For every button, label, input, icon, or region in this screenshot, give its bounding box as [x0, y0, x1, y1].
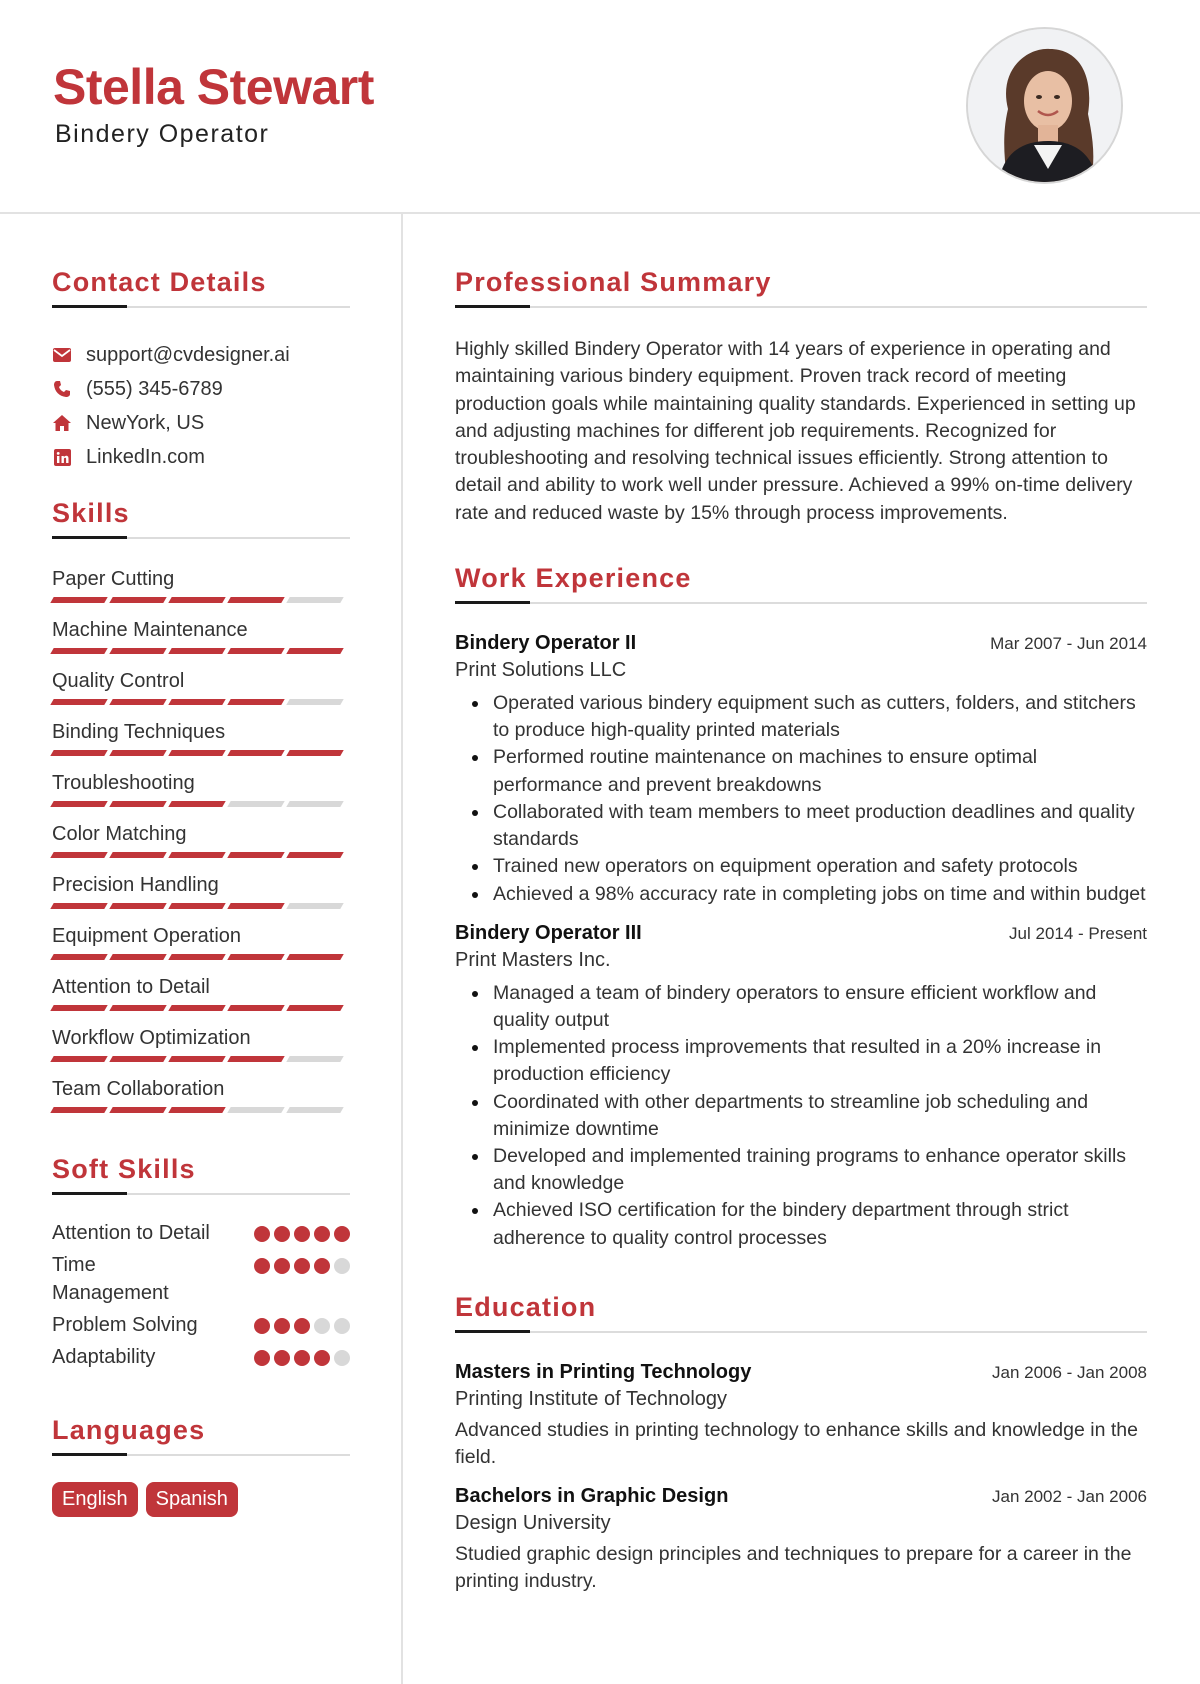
- skill-item: [52, 718, 350, 757]
- rating-dot: [314, 1318, 330, 1334]
- rating-dot: [254, 1226, 270, 1242]
- contact-email-text: support@cvdesigner.ai: [86, 343, 290, 366]
- candidate-role: Bindery Operator: [55, 120, 270, 148]
- skill-level-segment: [109, 801, 166, 807]
- skill-level-bar: [52, 648, 350, 655]
- skill-level-segment: [109, 903, 166, 909]
- school-name: Printing Institute of Technology: [455, 1387, 728, 1410]
- rating-dot: [294, 1350, 310, 1366]
- skill-level-segment: [286, 1107, 343, 1113]
- skill-level-segment: [227, 1107, 284, 1113]
- contact-linkedin[interactable]: [52, 440, 350, 474]
- skill-level-bar: [52, 801, 350, 808]
- job-date: Jul 2014 - Present: [1009, 923, 1147, 943]
- languages-section-title: Languages: [52, 1415, 206, 1445]
- rating-dot: [314, 1258, 330, 1274]
- skill-level-segment: [286, 1005, 343, 1011]
- skill-level-segment: [168, 954, 225, 960]
- soft-skill-rating: [254, 1258, 350, 1274]
- skill-name: Team Collaboration: [52, 1078, 225, 1100]
- job-bullet: Performed routine maintenance on machines to ensure optimal performance and prevent breakdowns: [455, 744, 1147, 798]
- skill-level-bar: [52, 852, 350, 859]
- skill-level-segment: [286, 597, 343, 603]
- skill-name: Paper Cutting: [52, 568, 175, 590]
- skill-item: [52, 1024, 350, 1063]
- rating-dot: [294, 1258, 310, 1274]
- skill-level-segment: [168, 801, 225, 807]
- job-bullet: Developed and implemented training programs to enhance operator skills and knowledge: [455, 1143, 1147, 1197]
- language-tag: Spanish: [146, 1482, 238, 1517]
- skill-name: Attention to Detail: [52, 976, 210, 998]
- phone-icon: [52, 379, 72, 399]
- skill-level-segment: [50, 954, 107, 960]
- skill-level-segment: [50, 699, 107, 705]
- soft-skill-rating: [254, 1350, 350, 1366]
- skill-level-segment: [286, 852, 343, 858]
- skill-level-bar: [52, 699, 350, 706]
- skills-section: [52, 498, 350, 1114]
- rating-dot: [334, 1350, 350, 1366]
- job-bullet: Operated various bindery equipment such as cutters, folders, and stitchers to produce high-quality printed materials: [455, 690, 1147, 744]
- job-bullet: Collaborated with team members to meet production deadlines and quality standards: [455, 799, 1147, 853]
- rating-dot: [334, 1258, 350, 1274]
- job-bullet: Implemented process improvements that resulted in a 20% increase in production efficiency: [455, 1034, 1147, 1088]
- skill-level-segment: [227, 1056, 284, 1062]
- linkedin-icon: [52, 447, 72, 467]
- section-rule: [455, 306, 1147, 308]
- soft-skill-rating: [254, 1318, 350, 1334]
- soft-skill-item: [52, 1219, 350, 1247]
- experience-section-title: Work Experience: [455, 563, 692, 594]
- skill-item: [52, 973, 350, 1012]
- skill-level-segment: [227, 699, 284, 705]
- right-column: [455, 214, 1147, 1596]
- skill-level-segment: [286, 750, 343, 756]
- skill-level-segment: [227, 597, 284, 603]
- skill-name: Machine Maintenance: [52, 619, 248, 641]
- skill-level-segment: [227, 903, 284, 909]
- soft-skill-item: [52, 1311, 350, 1339]
- skill-level-bar: [52, 1107, 350, 1114]
- contact-section-title: Contact Details: [52, 267, 267, 297]
- skill-item: [52, 565, 350, 604]
- skill-level-segment: [286, 954, 343, 960]
- rating-dot: [274, 1318, 290, 1334]
- skill-level-segment: [168, 699, 225, 705]
- education-section: [455, 1292, 1147, 1596]
- skills-list: [52, 565, 350, 1114]
- skill-item: [52, 922, 350, 961]
- skill-level-segment: [168, 903, 225, 909]
- resume-header: [0, 0, 1200, 214]
- skill-level-segment: [50, 648, 107, 654]
- rating-dot: [254, 1258, 270, 1274]
- skill-name: Equipment Operation: [52, 925, 242, 947]
- summary-section-title: Professional Summary: [455, 267, 772, 297]
- soft-skill-item: [52, 1343, 350, 1371]
- skills-section-title: Skills: [52, 498, 130, 528]
- skill-level-segment: [286, 648, 343, 654]
- skill-level-segment: [168, 750, 225, 756]
- job-bullets: [455, 980, 1147, 1252]
- contact-linkedin-text: LinkedIn.com: [86, 445, 205, 468]
- education-entry: [455, 1361, 1147, 1471]
- skill-level-segment: [286, 699, 343, 705]
- skill-level-segment: [109, 597, 166, 603]
- language-tags: [52, 1482, 350, 1517]
- summary-section: [455, 267, 1147, 527]
- skill-level-segment: [286, 1056, 343, 1062]
- skill-level-segment: [168, 1056, 225, 1062]
- candidate-name: Stella Stewart: [53, 59, 374, 115]
- soft-skill-rating: [254, 1226, 350, 1242]
- skill-level-segment: [227, 1005, 284, 1011]
- section-rule: [52, 537, 350, 539]
- contact-section: [52, 267, 350, 474]
- rating-dot: [274, 1258, 290, 1274]
- skill-level-segment: [286, 903, 343, 909]
- skill-level-segment: [109, 750, 166, 756]
- skill-level-segment: [168, 1107, 225, 1113]
- experience-section: [455, 563, 1147, 1252]
- job-entry: [455, 632, 1147, 908]
- skill-level-segment: [168, 648, 225, 654]
- soft-skill-name: Problem Solving: [52, 1314, 198, 1336]
- skill-level-segment: [227, 852, 284, 858]
- rating-dot: [294, 1226, 310, 1242]
- job-bullet: Coordinated with other departments to streamline job scheduling and minimize downtime: [455, 1089, 1147, 1143]
- contact-location: [52, 406, 350, 440]
- rating-dot: [314, 1226, 330, 1242]
- skill-level-segment: [286, 801, 343, 807]
- contact-phone-text: (555) 345-6789: [86, 377, 223, 400]
- summary-text: Highly skilled Bindery Operator with 14 years of experience in operating and maintaining various bindery equipment. Proven track record of meeting production goals while maintaining quality standards. Experienced in setting up and adjusting machines for different job requirements. Recognized for troubleshooting and resolving technical issues efficiently. Strong attention to detail and ability to work well under pressure. Achieved a 99% on-time delivery rate and reduced waste by 15% through process improvements.: [455, 338, 1136, 524]
- skill-level-segment: [109, 648, 166, 654]
- job-title: Bindery Operator III: [455, 921, 642, 944]
- skill-level-segment: [50, 801, 107, 807]
- section-rule: [52, 1193, 350, 1195]
- degree-title: Masters in Printing Technology: [455, 1360, 752, 1383]
- contact-email[interactable]: [52, 338, 350, 372]
- skill-level-segment: [109, 852, 166, 858]
- education-date: Jan 2006 - Jan 2008: [991, 1362, 1147, 1382]
- profile-photo: [966, 27, 1123, 184]
- section-rule: [52, 306, 350, 308]
- job-company: Print Solutions LLC: [455, 659, 627, 682]
- education-description: Advanced studies in printing technology to enhance skills and knowledge in the field.: [455, 1418, 1138, 1468]
- skill-level-segment: [50, 1005, 107, 1011]
- skill-name: Workflow Optimization: [52, 1027, 251, 1049]
- rating-dot: [314, 1350, 330, 1366]
- skill-level-bar: [52, 954, 350, 961]
- section-rule: [52, 1454, 350, 1456]
- email-icon: [52, 345, 72, 365]
- skill-name: Troubleshooting: [52, 772, 195, 794]
- rating-dot: [274, 1226, 290, 1242]
- contact-location-text: NewYork, US: [86, 411, 205, 434]
- rating-dot: [294, 1318, 310, 1334]
- job-bullet: Achieved ISO certification for the bindery department through strict adherence to quality control processes: [455, 1197, 1147, 1251]
- skill-level-segment: [50, 597, 107, 603]
- languages-section: [52, 1415, 350, 1517]
- education-description: Studied graphic design principles and techniques to prepare for a career in the printing industry.: [455, 1543, 1132, 1593]
- job-bullet: Trained new operators on equipment operation and safety protocols: [455, 853, 1147, 880]
- rating-dot: [254, 1318, 270, 1334]
- skill-level-segment: [227, 648, 284, 654]
- skill-level-segment: [50, 852, 107, 858]
- soft-skill-name: Attention to Detail: [52, 1222, 210, 1244]
- skill-name: Binding Techniques: [52, 721, 226, 743]
- skill-level-bar: [52, 1005, 350, 1012]
- rating-dot: [334, 1226, 350, 1242]
- skill-level-segment: [109, 1107, 166, 1113]
- job-company: Print Masters Inc.: [455, 948, 611, 971]
- skill-name: Color Matching: [52, 823, 187, 845]
- contact-list: [52, 338, 350, 474]
- skill-item: [52, 616, 350, 655]
- skill-level-segment: [168, 597, 225, 603]
- skill-name: Quality Control: [52, 670, 185, 692]
- soft-skills-section: [52, 1154, 350, 1371]
- skill-level-segment: [109, 699, 166, 705]
- skill-level-bar: [52, 903, 350, 910]
- skill-level-segment: [50, 1056, 107, 1062]
- skill-item: [52, 769, 350, 808]
- skill-level-bar: [52, 750, 350, 757]
- job-bullets: [455, 690, 1147, 908]
- job-bullet: Achieved a 98% accuracy rate in completing jobs on time and within budget: [455, 881, 1147, 908]
- skill-level-segment: [50, 750, 107, 756]
- job-title: Bindery Operator II: [455, 632, 637, 655]
- rating-dot: [274, 1350, 290, 1366]
- skill-level-segment: [109, 1005, 166, 1011]
- skill-item: [52, 1075, 350, 1114]
- section-rule: [455, 602, 1147, 604]
- soft-skill-item: [52, 1251, 350, 1307]
- job-entry: [455, 922, 1147, 1252]
- skill-name: Precision Handling: [52, 874, 219, 896]
- skill-level-segment: [168, 852, 225, 858]
- skill-level-bar: [52, 1056, 350, 1063]
- skill-level-segment: [109, 954, 166, 960]
- skill-level-segment: [50, 903, 107, 909]
- rating-dot: [254, 1350, 270, 1366]
- portrait-image: [968, 29, 1123, 184]
- left-column: [52, 214, 350, 1517]
- skill-item: [52, 667, 350, 706]
- skill-level-segment: [227, 801, 284, 807]
- education-date: Jan 2002 - Jan 2006: [991, 1487, 1147, 1507]
- skill-item: [52, 820, 350, 859]
- contact-phone[interactable]: [52, 372, 350, 406]
- skill-level-segment: [227, 750, 284, 756]
- skill-item: [52, 871, 350, 910]
- skill-level-segment: [227, 954, 284, 960]
- home-icon: [52, 413, 72, 433]
- job-date: Mar 2007 - Jun 2014: [990, 634, 1147, 654]
- column-divider: [401, 214, 403, 1684]
- education-entry: [455, 1485, 1147, 1595]
- job-bullet: Managed a team of bindery operators to ensure efficient workflow and quality output: [455, 980, 1147, 1034]
- school-name: Design University: [455, 1512, 611, 1535]
- soft-skill-name: Adaptability: [52, 1346, 156, 1368]
- soft-skill-name: Time Management: [52, 1254, 169, 1304]
- soft-skills-section-title: Soft Skills: [52, 1154, 196, 1184]
- section-rule: [455, 1331, 1147, 1333]
- degree-title: Bachelors in Graphic Design: [455, 1485, 729, 1508]
- skill-level-segment: [50, 1107, 107, 1113]
- education-section-title: Education: [455, 1291, 597, 1322]
- soft-skills-list: [52, 1219, 350, 1371]
- language-tag: English: [52, 1482, 138, 1517]
- rating-dot: [334, 1318, 350, 1334]
- skill-level-segment: [109, 1056, 166, 1062]
- skill-level-bar: [52, 597, 350, 604]
- skill-level-segment: [168, 1005, 225, 1011]
